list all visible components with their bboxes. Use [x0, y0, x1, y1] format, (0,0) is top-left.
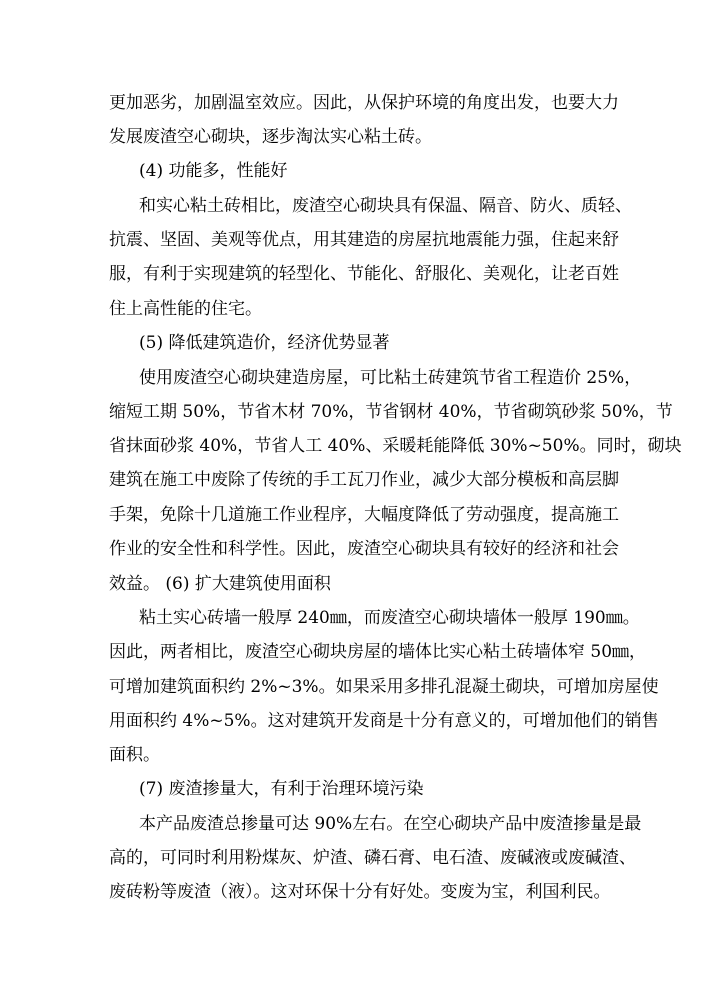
text-line-20: 面积。 [109, 745, 160, 765]
text-line-13: 手架，免除十几道施工作业程序，大幅度降低了劳动强度，提高施工 [109, 505, 619, 525]
section-heading-5: (5) 降低建筑造价，经济优势显著 [139, 333, 390, 353]
text-line-2: 发展废渣空心砌块，逐步淘汰实心粘土砖。 [109, 127, 432, 147]
text-line-4: 和实心粘土砖相比，废渣空心砌块具有保温、隔音、防火、质轻、 [139, 196, 632, 216]
text-line-7: 住上高性能的住宅。 [109, 299, 262, 319]
text-line-6: 服，有利于实现建筑的轻型化、节能化、舒服化、美观化，让老百姓 [109, 264, 619, 284]
section-heading-4: (4) 功能多，性能好 [139, 161, 288, 181]
text-line-11: 省抹面砂浆 40%，节省人工 40%、采暖耗能降低 30%~50%。同时，砌块 [109, 436, 682, 456]
text-line-22: 本产品废渣总掺量可达 90%左右。在空心砌块产品中废渣掺量是最 [139, 814, 642, 834]
text-line-1: 更加恶劣，加剧温室效应。因此，从保护环境的角度出发，也要大力 [109, 93, 619, 113]
text-line-12: 建筑在施工中废除了传统的手工瓦刀作业，减少大部分模板和高层脚 [109, 470, 619, 490]
text-line-10: 缩短工期 50%，节省木材 70%，节省钢材 40%，节省砌筑砂浆 50%，节 [109, 402, 673, 422]
text-line-5: 抗震、坚固、美观等优点，用其建造的房屋抗地震能力强，住起来舒 [109, 230, 619, 250]
section-heading-6: 效益。 (6) 扩大建筑使用面积 [109, 574, 331, 594]
text-line-23: 高的，可同时利用粉煤灰、炉渣、磷石膏、电石渣、废碱液或废碱渣、 [109, 848, 636, 868]
text-line-14: 作业的安全性和科学性。因此，废渣空心砌块具有较好的经济和社会 [109, 539, 619, 559]
text-line-18: 可增加建筑面积约 2%~3%。如果采用多排孔混凝土砌块，可增加房屋使 [109, 677, 659, 697]
text-line-17: 因此，两者相比，废渣空心砌块房屋的墙体比实心粘土砖墙体窄 50㎜， [109, 642, 647, 662]
section-heading-7: (7) 废渣掺量大，有利于治理环境污染 [139, 779, 424, 799]
text-line-16: 粘土实心砖墙一般厚 240㎜，而废渣空心砌块墙体一般厚 190㎜。 [139, 608, 640, 628]
text-line-9: 使用废渣空心砌块建造房屋，可比粘土砖建筑节省工程造价 25%， [139, 368, 642, 388]
text-line-19: 用面积约 4%~5%。这对建筑开发商是十分有意义的，可增加他们的销售 [109, 711, 659, 731]
text-line-24: 废砖粉等废渣（液）。这对环保十分有好处。变废为宝，利国利民。 [109, 882, 611, 902]
